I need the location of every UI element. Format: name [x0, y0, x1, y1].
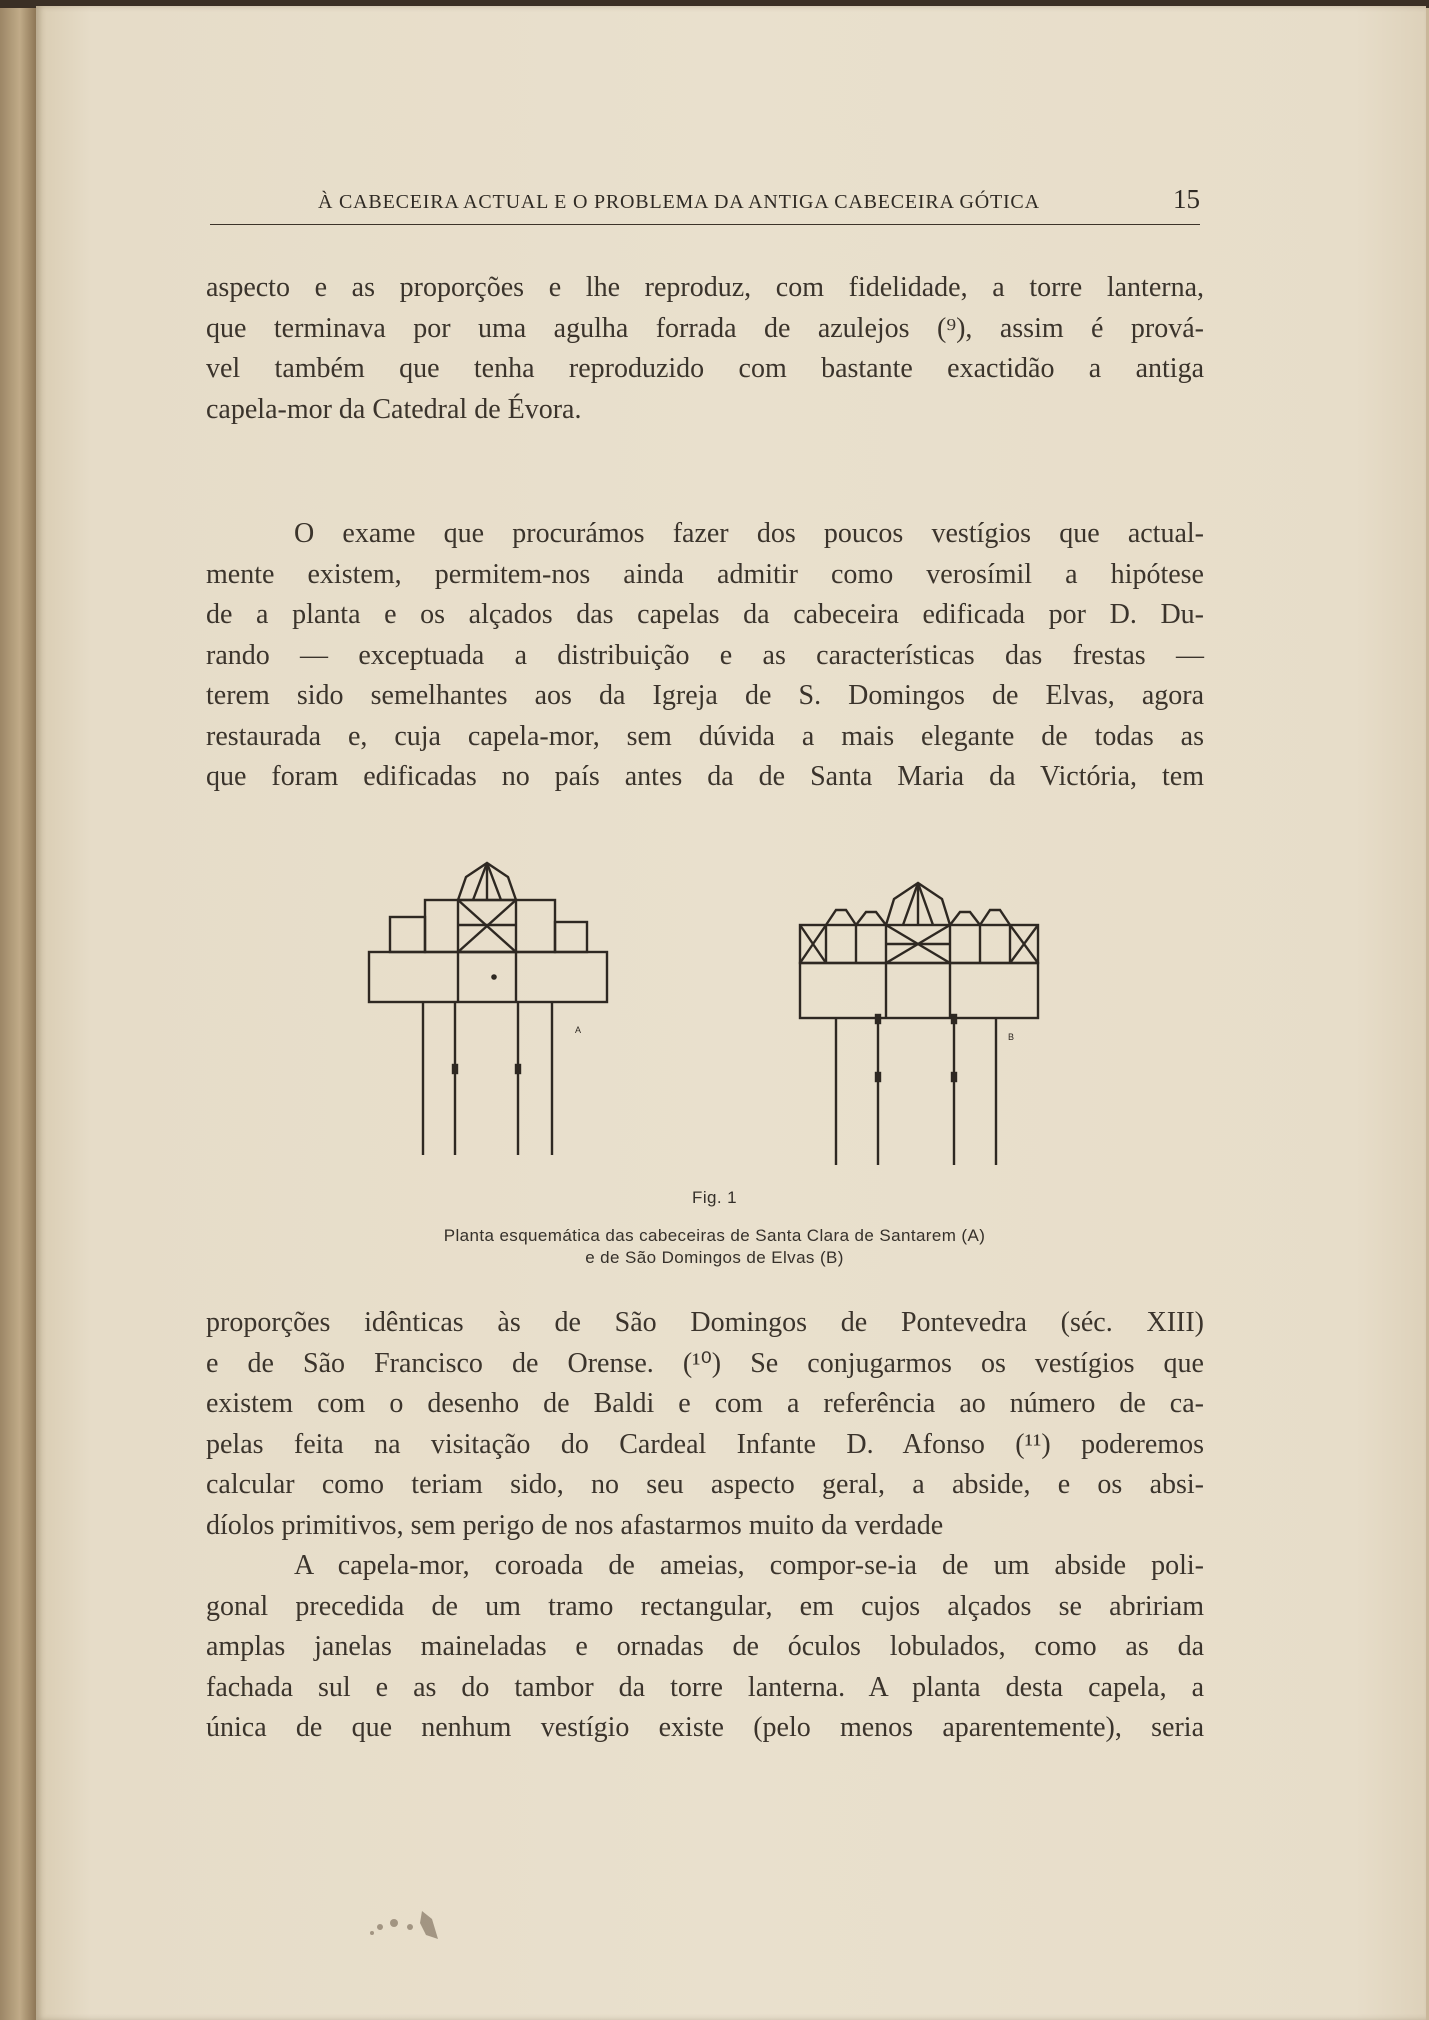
plan-b-label: B: [1008, 1032, 1015, 1042]
caption-line: Planta esquemática das cabeceiras de Santa Clara de Santarem (A): [443, 1226, 986, 1245]
text-line: gonal precedida de um tramo rectangular, em cujos alçados se abririam: [206, 1590, 1204, 1622]
text-line: A capela-mor, coroada de ameias, compor-se-ia de um abside poli-: [294, 1550, 1204, 1581]
figure-number: Fig. 1: [692, 1188, 737, 1207]
figure-caption: [0, 1225, 1429, 1269]
paragraph-2: [206, 514, 1204, 798]
text-line: rando — exceptuada a distribuição e as características das frestas —: [206, 639, 1204, 671]
running-head: [210, 186, 1200, 225]
text-line: vel também que tenha reproduzido com bastante exactidão a antiga: [206, 353, 1204, 384]
text-line: e de São Francisco de Orense. (¹⁰) Se conjugarmos os vestígios que: [206, 1347, 1204, 1379]
book-spine: [0, 0, 36, 2020]
text-line: fachada sul e as do tambor da torre lanterna. A planta desta capela, a: [206, 1671, 1204, 1703]
text-line: aspecto e as proporções e lhe reproduz, com fidelidade, a torre lanterna,: [206, 272, 1204, 303]
text-line: de a planta e os alçados das capelas da cabeceira edificada por D. Du-: [206, 599, 1204, 630]
text-line: amplas janelas maineladas e ornadas de óculos lobulados, como as da: [206, 1631, 1204, 1662]
text-line: O exame que procurámos fazer dos poucos vestígios que actual-: [294, 518, 1204, 549]
text-line: restaurada e, cuja capela-mor, sem dúvida a mais elegante de todas as: [206, 720, 1204, 752]
caption-line: e de São Domingos de Elvas (B): [585, 1248, 844, 1267]
text-line: pelas feita na visitação do Cardeal Infante D. Afonso (¹¹) poderemos: [206, 1428, 1204, 1460]
page-number: 15: [1173, 184, 1200, 214]
text-line: que foram edificadas no país antes da de Santa Maria da Victória, tem: [206, 761, 1204, 792]
text-line: terem sido semelhantes aos da Igreja de S. Domingos de Elvas, agora: [206, 680, 1204, 711]
text-line: que terminava por uma agulha forrada de azulejos (⁹), assim é prová-: [206, 312, 1204, 344]
ink-stain: [360, 1905, 470, 1945]
figure-1-plans: [360, 855, 1060, 1175]
text-line: capela-mor da Catedral de Évora.: [206, 393, 582, 425]
text-line: única de que nenhum vestígio existe (pelo menos aparentemente), seria: [206, 1712, 1204, 1743]
plan-a-label: A: [575, 1025, 582, 1035]
paragraph-1: [206, 268, 1204, 430]
text-line: existem com o desenho de Baldi e com a referência ao número de ca-: [206, 1388, 1204, 1419]
text-line: calcular como teriam sido, no seu aspecto geral, a abside, e os absi-: [206, 1469, 1204, 1500]
text-line: mente existem, permitem-nos ainda admitir como verosímil a hipótese: [206, 558, 1204, 590]
text-line: proporções idênticas às de São Domingos de Pontevedra (séc. XIII): [206, 1307, 1204, 1338]
running-head-title: À CABECEIRA ACTUAL E O PROBLEMA DA ANTIGA CABECEIRA GÓTICA: [318, 191, 1040, 213]
text-line: díolos primitivos, sem perigo de nos afastarmos muito da verdade: [206, 1509, 944, 1541]
paragraph-3: [206, 1303, 1204, 1749]
